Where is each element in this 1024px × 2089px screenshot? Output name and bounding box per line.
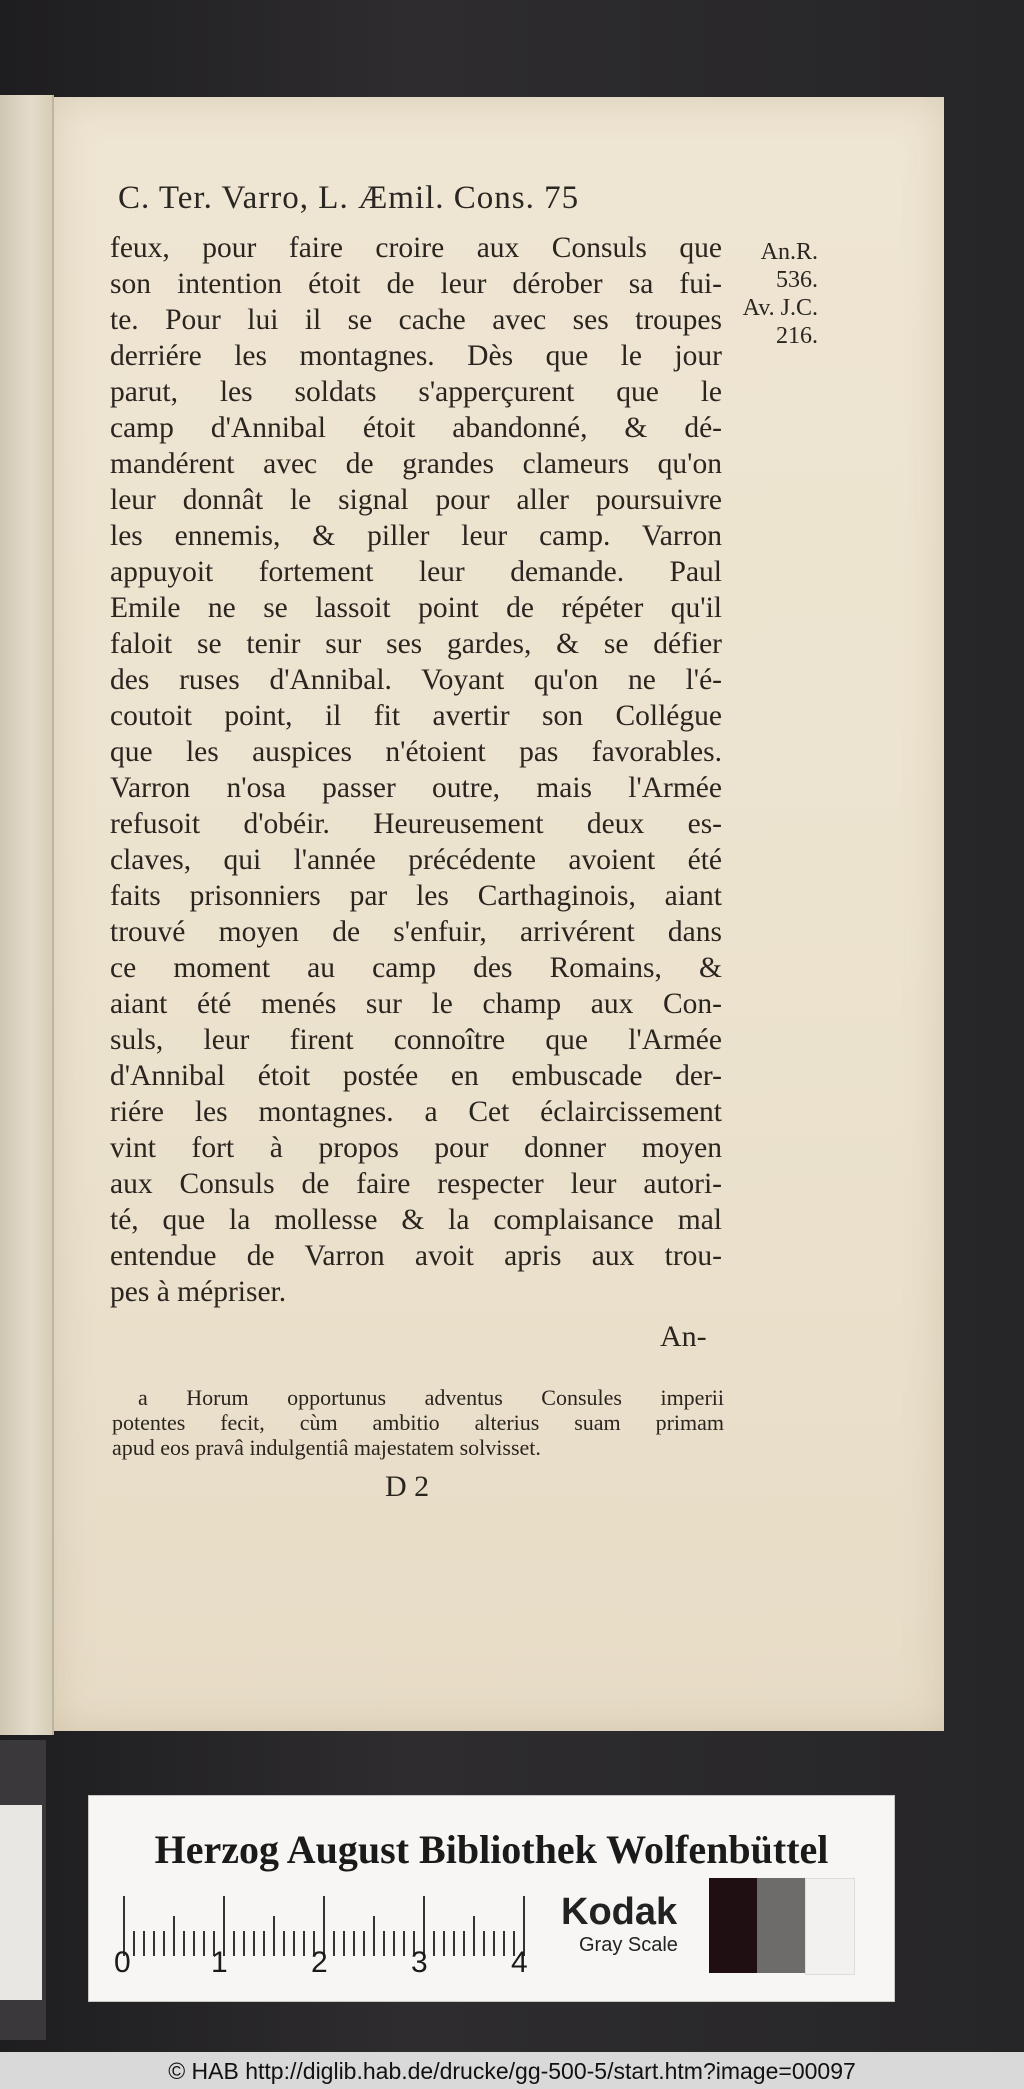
text-line: mandérent avec de grandes clameurs qu'on [110, 448, 722, 480]
margin-note-line: An.R. [760, 239, 818, 265]
text-line: des ruses d'Annibal. Voyant qu'on ne l'é- [110, 664, 722, 696]
margin-note-line: Av. J.C. [742, 295, 818, 321]
text-line: entendue de Varron avoit apris aux trou- [110, 1240, 722, 1272]
gray-swatch-black [709, 1878, 757, 1973]
signature-mark: D 2 [385, 1470, 430, 1503]
text-line: aiant été menés sur le champ aux Con- [110, 988, 722, 1020]
ruler-number: 3 [411, 1946, 428, 1979]
text-line: suls, leur firent connoître que l'Armée [110, 1024, 722, 1056]
text-line: claves, qui l'année précédente avoient été [110, 844, 722, 876]
text-line: coutoit point, il fit avertir son Collégue [110, 700, 722, 732]
facing-page-edge [0, 95, 54, 1735]
ruler-number: 4 [511, 1946, 528, 1979]
text-line: les ennemis, & piller leur camp. Varron [110, 520, 722, 552]
text-line: parut, les soldats s'apperçurent que le [110, 376, 722, 408]
footnote-line: potentes fecit, cùm ambitio alterius suam primam [112, 1410, 724, 1435]
copyright-bar [0, 2052, 1024, 2089]
text-line: faits prisonniers par les Carthaginois, aiant [110, 880, 722, 912]
text-line: camp d'Annibal étoit abandonné, & dé- [110, 412, 722, 444]
ruler-numbers [89, 1946, 589, 1986]
text-line: ce moment au camp des Romains, & [110, 952, 722, 984]
adjacent-color-strip [0, 1805, 42, 2000]
text-line: que les auspices n'étoient pas favorables. [110, 736, 722, 768]
body-text [110, 230, 722, 1310]
margin-note-line: 536. [776, 267, 818, 293]
margin-note [718, 238, 818, 350]
text-line: trouvé moyen de s'enfuir, arrivérent dans [110, 916, 722, 948]
gray-swatch-white [805, 1878, 855, 1975]
text-line: leur donnât le signal pour aller poursuivre [110, 484, 722, 516]
text-line: appuyoit fortement leur demande. Paul [110, 556, 722, 588]
text-line: vint fort à propos pour donner moyen [110, 1132, 722, 1164]
catchword: An- [660, 1320, 707, 1353]
text-line: te. Pour lui il se cache avec ses troupes [110, 304, 722, 336]
text-line: derriére les montagnes. Dès que le jour [110, 340, 722, 372]
footnote-line: a Horum opportunus adventus Consules imperii [138, 1385, 724, 1410]
margin-note-line: 216. [776, 323, 818, 349]
ruler-number: 0 [114, 1946, 131, 1979]
ruler-number: 1 [211, 1946, 228, 1979]
gray-swatch-mid [757, 1878, 805, 1973]
text-line: Emile ne se lassoit point de répéter qu'il [110, 592, 722, 624]
text-line: faloit se tenir sur ses gardes, & se défier [110, 628, 722, 660]
copyright-text: © HAB http://diglib.hab.de/drucke/gg-500-5/start.htm?image=00097 [168, 2058, 856, 2084]
text-line: pes à mépriser. [110, 1276, 287, 1308]
text-line: d'Annibal étoit postée en embuscade der- [110, 1060, 722, 1092]
library-name: Herzog August Bibliothek Wolfenbüttel [154, 1827, 829, 1872]
text-line: feux, pour faire croire aux Consuls que [110, 232, 722, 264]
footnote [112, 1385, 724, 1460]
kodak-logo: Kodak [561, 1891, 678, 1933]
ruler-number: 2 [311, 1946, 328, 1979]
text-line: riére les montagnes. a Cet éclaircissement [110, 1096, 722, 1128]
gray-scale-label: Gray Scale [579, 1934, 678, 1956]
text-line: Varron n'osa passer outre, mais l'Armée [110, 772, 722, 804]
text-line: son intention étoit de leur dérober sa fui- [110, 268, 722, 300]
text-line: aux Consuls de faire respecter leur autori- [110, 1168, 722, 1200]
text-line: refusoit d'obéir. Heureusement deux es- [110, 808, 722, 840]
footnote-line: apud eos pravâ indulgentiâ majestatem solvisset. [112, 1435, 541, 1460]
text-line: té, que la mollesse & la complaisance mal [110, 1204, 722, 1236]
running-header: C. Ter. Varro, L. Æmil. Cons. 75 [118, 180, 580, 216]
color-reference-strip [88, 1795, 895, 2002]
